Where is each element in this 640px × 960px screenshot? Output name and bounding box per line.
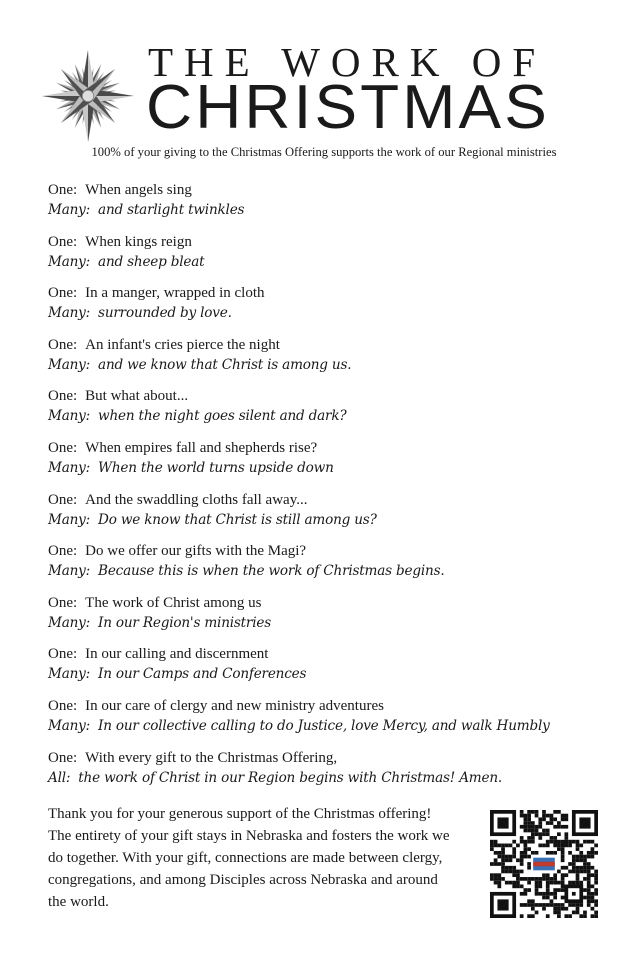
one-text: With every gift to the Christmas Offering, — [85, 749, 338, 766]
many-prefix: Many: — [48, 253, 91, 270]
many-text: the work of Christ in our Region begins with Christmas! Amen. — [78, 769, 503, 786]
one-text: Do we offer our gifts with the Magi? — [85, 543, 307, 560]
one-text: In our care of clergy and new ministry adventures — [85, 697, 384, 714]
many-prefix: Many: — [48, 614, 91, 631]
many-prefix: Many: — [48, 305, 91, 322]
litany-pair — [48, 283, 608, 335]
many-text: Do we know that Christ is still among us? — [98, 511, 377, 528]
litany-pair — [48, 696, 608, 748]
many-prefix: Many: — [48, 717, 91, 734]
one-line — [48, 335, 608, 355]
one-line — [48, 748, 608, 768]
one-line — [48, 696, 608, 716]
one-prefix: One: — [48, 543, 78, 560]
title-line-1: THE WORK OF — [148, 39, 547, 85]
many-prefix: All: — [48, 769, 71, 786]
many-prefix: Many: — [48, 408, 91, 425]
many-line — [48, 768, 608, 788]
many-line — [48, 510, 608, 530]
one-line — [48, 386, 608, 406]
many-line — [48, 303, 608, 323]
many-line — [48, 664, 608, 684]
title-line-2: CHRISTMAS — [146, 73, 550, 142]
many-line — [48, 613, 608, 633]
subtitle: 100% of your giving to the Christmas Offering supports the work of our Regional ministries — [91, 145, 557, 159]
litany-pair — [48, 335, 608, 387]
litany-pair — [48, 593, 608, 645]
one-text: In a manger, wrapped in cloth — [85, 285, 265, 302]
one-line — [48, 283, 608, 303]
one-prefix: One: — [48, 336, 78, 353]
one-line — [48, 232, 608, 252]
header — [0, 0, 640, 159]
many-text: and we know that Christ is among us. — [98, 356, 352, 373]
many-line — [48, 561, 608, 581]
litany-pair — [48, 180, 608, 232]
litany-pair — [48, 386, 608, 438]
many-prefix: Many: — [48, 563, 91, 580]
many-text: and sheep bleat — [98, 253, 205, 270]
litany-pair — [48, 232, 608, 284]
litany-pair — [48, 748, 608, 800]
one-prefix: One: — [48, 594, 78, 611]
one-prefix: One: — [48, 388, 78, 405]
one-prefix: One: — [48, 285, 78, 302]
litany-pair — [48, 541, 608, 593]
one-line — [48, 541, 608, 561]
one-prefix: One: — [48, 439, 78, 456]
compass-star-icon — [40, 48, 136, 144]
litany-pair — [48, 438, 608, 490]
many-prefix: Many: — [48, 511, 91, 528]
many-prefix: Many: — [48, 202, 91, 218]
many-text: surrounded by love. — [98, 305, 232, 322]
one-line — [48, 490, 608, 510]
one-prefix: One: — [48, 697, 78, 714]
one-prefix: One: — [48, 491, 78, 508]
one-text: And the swaddling cloths fall away... — [85, 491, 308, 508]
one-line — [48, 180, 608, 200]
one-text: When kings reign — [85, 233, 192, 250]
litany-pair — [48, 490, 608, 542]
one-prefix: One: — [48, 646, 78, 663]
one-prefix: One: — [48, 233, 78, 250]
one-prefix: One: — [48, 749, 78, 766]
many-line — [48, 252, 608, 272]
one-text: But what about... — [85, 388, 189, 405]
many-text: In our collective calling to do Justice, love Mercy, and walk Humbly — [98, 717, 550, 734]
many-text: In our Region's ministries — [98, 614, 271, 631]
many-text: In our Camps and Conferences — [98, 666, 307, 683]
one-text: When angels sing — [85, 182, 192, 198]
many-line — [48, 716, 608, 736]
many-prefix: Many: — [48, 356, 91, 373]
one-line — [48, 438, 608, 458]
many-line — [48, 458, 608, 478]
litany-pair — [48, 644, 608, 696]
many-prefix: Many: — [48, 666, 91, 683]
many-text: Because this is when the work of Christmas begins. — [98, 563, 445, 580]
one-line — [48, 644, 608, 664]
one-line — [48, 593, 608, 613]
one-text: When empires fall and shepherds rise? — [85, 439, 318, 456]
many-text: when the night goes silent and dark? — [98, 408, 347, 425]
many-line — [48, 200, 608, 220]
one-prefix: One: — [48, 182, 78, 198]
many-text: and starlight twinkles — [98, 202, 245, 218]
qr-code-icon[interactable] — [490, 810, 598, 918]
many-text: When the world turns upside down — [98, 459, 334, 476]
one-text: An infant's cries pierce the night — [85, 336, 280, 353]
thank-you-paragraph: Thank you for your generous support of the Christmas offering! The entirety of your gift stays in Nebraska and fosters the work we do together. With your gift, connections are made between clergy, congregations, and among Disciples across Nebraska and around the world. — [48, 806, 450, 910]
one-text: The work of Christ among us — [85, 594, 262, 611]
many-line — [48, 406, 608, 426]
one-text: In our calling and discernment — [85, 646, 269, 663]
many-line — [48, 355, 608, 375]
many-prefix: Many: — [48, 459, 91, 476]
litany — [48, 180, 608, 799]
